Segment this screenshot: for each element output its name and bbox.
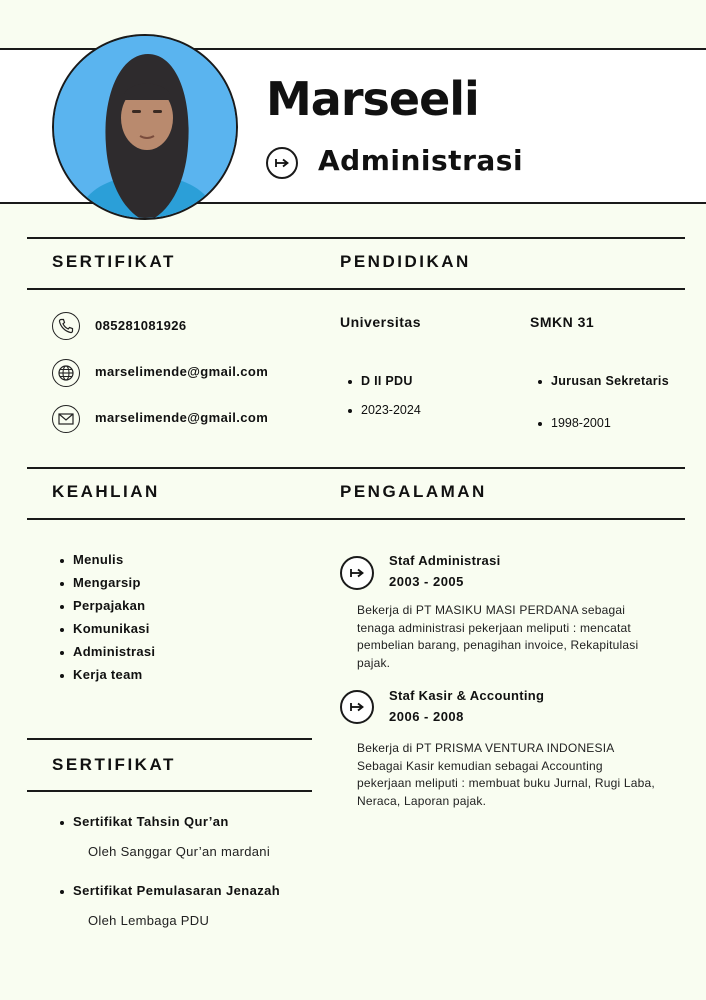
divider [27,237,685,239]
job-years: 2006 - 2008 [389,709,464,724]
divider [27,288,685,290]
job-role: Administrasi [318,144,524,177]
job-description: Bekerja di PT MASIKU MASI PERDANA sebagai tenaga administrasi pekerjaan meliputi : mencatat pembelian barang, penagihan invoice, Rekapitulasi pajak. [357,603,639,670]
certificate-name: Sertifikat Pemulasaran Jenazah [60,883,280,898]
arrow-right-icon [266,147,298,179]
divider [27,467,685,469]
job-years: 2003 - 2005 [389,574,464,589]
school-name: Universitas [340,314,421,330]
person-name: Marseeli [266,72,479,126]
certificate-issuer: Oleh Lembaga PDU [88,913,210,928]
profile-photo [52,34,238,220]
school-detail: Jurusan Sekretaris [538,374,669,388]
contact-website: marselimende@gmail.com [95,364,269,379]
phone-icon [52,312,80,340]
divider [27,518,685,520]
job-description: Bekerja di PT PRISMA VENTURA INDONESIA Sebagai Kasir kemudian sebagai Accounting pekerjaan meliputi : membuat buku Jurnal, Rugi Laba, Neraca, Laporan pajak. [357,741,655,808]
mail-icon [52,405,80,433]
list-item: Kerja team [60,667,155,690]
job-title: Staf Kasir & Accounting [389,688,545,703]
divider [27,738,312,740]
list-item: Mengarsip [60,575,155,598]
school-detail: 1998-2001 [538,416,611,430]
arrow-right-icon [340,690,374,724]
divider [27,790,312,792]
contact-phone: 085281081926 [95,318,187,333]
certificate-name: Sertifikat Tahsin Qur’an [60,814,229,829]
skills-section-title: KEAHLIAN [52,482,160,501]
contact-email: marselimende@gmail.com [95,410,269,425]
list-item: Administrasi [60,644,155,667]
person-silhouette-icon [54,36,238,220]
certificates-section-title: SERTIFIKAT [52,755,176,774]
job-title: Staf Administrasi [389,553,501,568]
contact-section-title: SERTIFIKAT [52,252,176,271]
certificate-issuer: Oleh Sanggar Qur’an mardani [88,844,271,859]
education-section-title: PENDIDIKAN [340,252,471,271]
list-item: Komunikasi [60,621,155,644]
list-item: Perpajakan [60,598,155,621]
globe-icon [52,359,80,387]
skills-list [60,552,155,690]
school-detail: D II PDU [348,374,413,388]
experience-section-title: PENGALAMAN [340,482,487,501]
school-detail: 2023-2024 [348,403,421,417]
school-name: SMKN 31 [530,314,595,330]
arrow-right-icon [340,556,374,590]
list-item: Menulis [60,552,155,575]
